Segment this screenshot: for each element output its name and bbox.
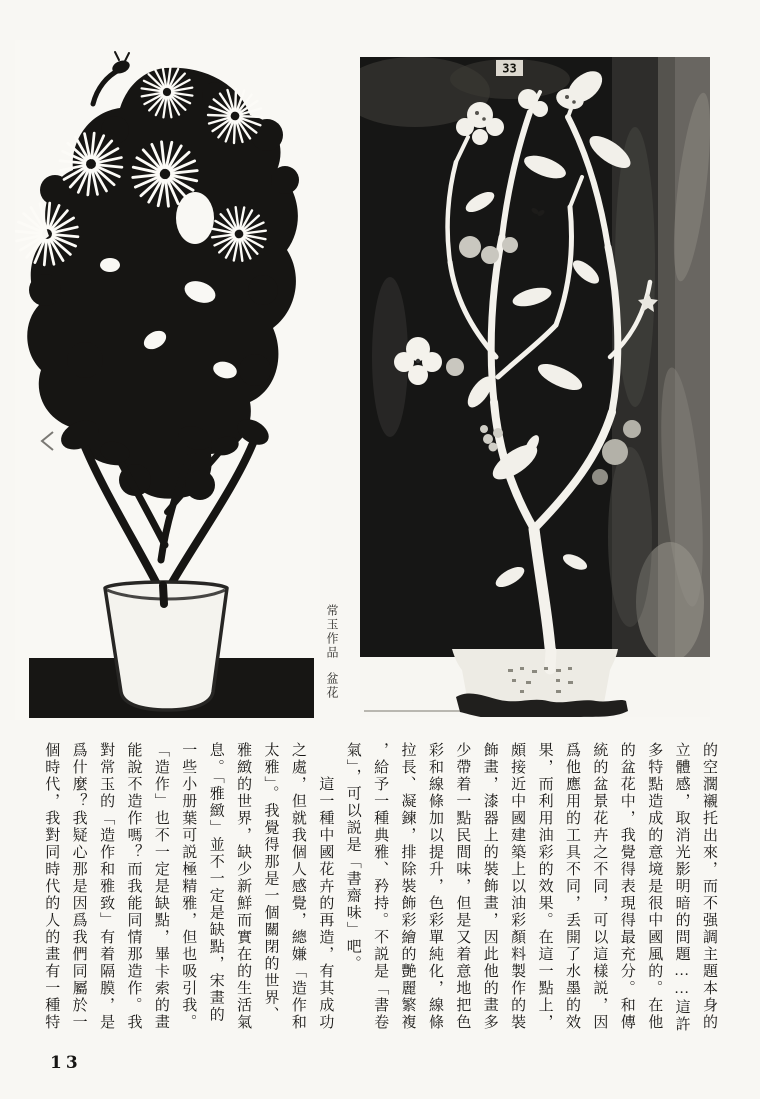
text-column: 太雅」。我覺得那是一個關閉的世界、: [262, 742, 279, 1024]
figure-left-ink-painting: [15, 40, 320, 720]
text-column: 立體感，取消光影明暗的問題……這許: [673, 742, 690, 1033]
caption: [320, 604, 344, 736]
text-column: 對常玉的「造作和雅致」有着隔膜，是: [98, 742, 115, 1031]
text-column: 息。「雅緻」並不一定是缺點，宋畫的: [207, 742, 224, 1024]
text-column: 多特點造成的意境是很中國風的。在他: [646, 742, 663, 1031]
ink-painting-chrysanthemums: [15, 40, 320, 720]
caption-title: 盆花: [325, 672, 339, 700]
text-column: ，給予一種典雅、矜持。不説是「書卷: [372, 742, 389, 1031]
text-column: 頗接近中國建築上以油彩顏料製作的裝: [509, 742, 526, 1031]
text-column: 飾畫，漆器上的裝飾畫，因此他的畫多: [481, 742, 498, 1031]
text-column: 統的盆景花卉之不同，可以這樣説，因: [591, 742, 608, 1031]
flower-pot: [105, 582, 227, 710]
text-column: 果，而利用油彩的效果。在這一點上，: [536, 742, 553, 1031]
page-number: 13: [50, 1053, 82, 1073]
text-column: 之處，但就我個人感覺，總嫌「造作和: [289, 742, 306, 1031]
figure-right-photo: [360, 57, 710, 717]
article-text: [28, 742, 722, 1042]
photo-negative-bonsai: [360, 57, 710, 717]
text-column: 爲他應用的工具不同，丢開了水墨的效: [563, 742, 580, 1031]
text-column: 的空濶襯托出來，而不强調主題本身的: [701, 742, 717, 1031]
text-column: 爲什麼？我疑心那是因爲我們同屬於一: [70, 742, 87, 1031]
text-column: 少帶着一點民間味，但是又着意地把色: [454, 742, 471, 1031]
photo-number: 33: [502, 61, 517, 76]
caption-artist: 常玉作品: [325, 604, 339, 660]
text-column: 雅緻的世界，缺少新鮮而實在的生活氣: [235, 742, 252, 1031]
text-column: 的盆花中，我覺得表現得最充分。和傳: [618, 742, 635, 1031]
text-column: 彩和線條加以提升，色彩單純化，線條: [426, 742, 443, 1031]
text-column: 一些小册葉可説極精雅，但也吸引我。: [180, 742, 197, 1031]
text-column: 能說不造作嗎？而我能同情那造作。我: [125, 742, 142, 1031]
text-column: 「造作」也不一定是缺點，畢卡索的畫: [152, 742, 169, 1031]
text-column: 個時代，我對同時代的人的畫有一種特: [43, 742, 60, 1031]
photo-frame-number-tag: [496, 60, 523, 76]
text-column: 拉長、凝鍊，排除裝飾彩繪的艷麗繁複: [399, 742, 416, 1031]
text-column-paragraph-start: 這一種中國花卉的再造，有其成功: [317, 776, 334, 1031]
text-column: 氣」，可以説是「書齋味」吧。: [344, 742, 361, 973]
